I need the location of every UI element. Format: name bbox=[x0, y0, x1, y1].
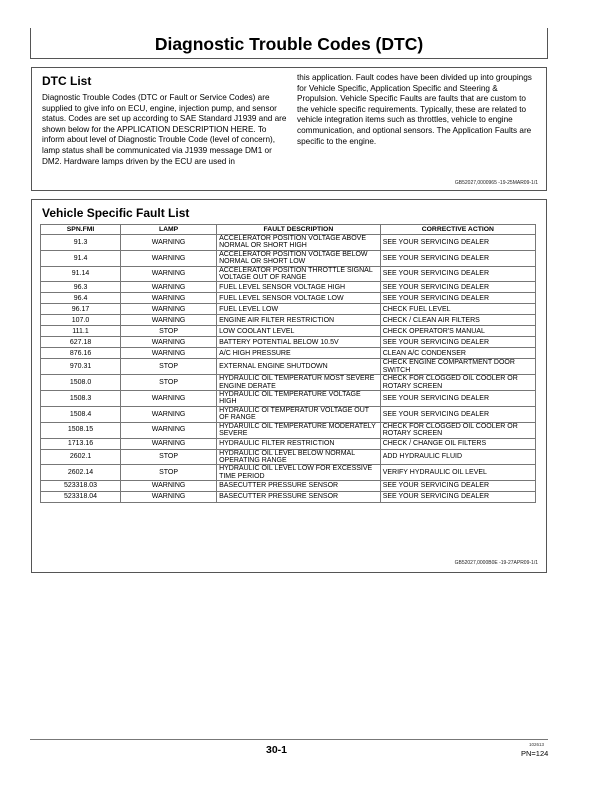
lamp-cell: WARNING bbox=[121, 348, 217, 359]
fault-description-cell: BASECUTTER PRESSURE SENSOR bbox=[217, 481, 381, 492]
spn-fmi-cell: 107.0 bbox=[41, 315, 121, 326]
fault-description-cell: HYDRAULIC OIL LEVEL BELOW NORMAL OPERATING RANGE bbox=[217, 449, 381, 465]
lamp-cell: STOP bbox=[121, 465, 217, 481]
fault-description-cell: FUEL LEVEL SENSOR VOLTAGE LOW bbox=[217, 293, 381, 304]
spn-fmi-cell: 970.31 bbox=[41, 359, 121, 375]
table-row bbox=[41, 266, 536, 282]
corrective-action-cell: CHECK FOR CLOGGED OIL COOLER OR ROTARY SCREEN bbox=[380, 375, 535, 391]
fault-list-reference: GB52027,0000B0E -19-27APR09-1/1 bbox=[454, 560, 538, 566]
table-row bbox=[41, 315, 536, 326]
spn-fmi-cell: 96.3 bbox=[41, 282, 121, 293]
corrective-action-cell: SEE YOUR SERVICING DEALER bbox=[380, 481, 535, 492]
lamp-cell: WARNING bbox=[121, 438, 217, 449]
corrective-action-cell: VERIFY HYDRAULIC OIL LEVEL bbox=[380, 465, 535, 481]
lamp-cell: WARNING bbox=[121, 422, 217, 438]
fault-list-heading: Vehicle Specific Fault List bbox=[42, 206, 190, 220]
title-box bbox=[30, 28, 548, 59]
dtc-list-text-col1: Diagnostic Trouble Codes (DTC or Fault or Service Codes) are supplied to give info on ECU, engine, injection pump, and sensor status. Codes are set up according to SAE Standard J1939 and are shown below for the APPLICATION DESCRIPTION HERE. To inform about level of Diagnostic Trouble Code (level of concern), lamp status shall be communicated via J1939 message DM1 or DM2. Hardware lamps driven by the ECU are used in bbox=[42, 93, 287, 166]
spn-fmi-cell: 1508.3 bbox=[41, 391, 121, 407]
corrective-action-cell: CLEAN A/C CONDENSER bbox=[380, 348, 535, 359]
fault-description-cell: HYDARUILC OIL TEMPERATURE MODERATELY SEVERE bbox=[217, 422, 381, 438]
table-row bbox=[41, 465, 536, 481]
table-row bbox=[41, 348, 536, 359]
page-title: Diagnostic Trouble Codes (DTC) bbox=[154, 34, 424, 54]
table-row bbox=[41, 293, 536, 304]
spn-fmi-cell: 91.4 bbox=[41, 250, 121, 266]
fault-description-cell: ACCELERATOR POSITION VOLTAGE ABOVE NORMAL OR SHORT HIGH bbox=[217, 235, 381, 251]
fault-description-cell: ACCELERATOR POSITION VOLTAGE BELOW NORMAL OR SHORT LOW bbox=[217, 250, 381, 266]
fault-table bbox=[40, 224, 536, 503]
spn-fmi-cell: 1508.15 bbox=[41, 422, 121, 438]
footer-rule bbox=[30, 739, 548, 740]
table-row bbox=[41, 481, 536, 492]
lamp-cell: WARNING bbox=[121, 391, 217, 407]
fault-description-cell: HYDRAULIC OI TEMPERATUR VOLTAGE OUT OF RANGE bbox=[217, 406, 381, 422]
fault-description-cell: LOW COOLANT LEVEL bbox=[217, 326, 381, 337]
col-header-fault-description: FAULT DESCRIPTION bbox=[217, 225, 381, 235]
lamp-cell: WARNING bbox=[121, 406, 217, 422]
spn-fmi-cell: 523318.03 bbox=[41, 481, 121, 492]
lamp-cell: WARNING bbox=[121, 492, 217, 503]
lamp-cell: WARNING bbox=[121, 266, 217, 282]
lamp-cell: WARNING bbox=[121, 293, 217, 304]
part-number: PN=124 bbox=[521, 749, 549, 758]
fault-description-cell: ACCELERATOR POSITION THROTTLE SIGNAL VOLTAGE OUT OF RANGE bbox=[217, 266, 381, 282]
table-row bbox=[41, 326, 536, 337]
dtc-list-heading: DTC List bbox=[42, 74, 92, 88]
fault-table-header bbox=[41, 225, 536, 235]
table-row bbox=[41, 359, 536, 375]
table-row bbox=[41, 492, 536, 503]
fault-description-cell: HYDRAULIC OIL TEMPERATUR MOST SEVERE ENGINE DERATE bbox=[217, 375, 381, 391]
corrective-action-cell: SEE YOUR SERVICING DEALER bbox=[380, 250, 535, 266]
dtc-list-text-col2: this application. Fault codes have been divided up into groupings for Vehicle Specific, Application Specific and Steering & Propulsion. Vehicle Specific Faults are faults that are custom to the vehicle specific requirements. Typically, these are related to vehicle integration items such as throttles, vehicle to engine communication, and optional sensors. The Application Faults are specific to the engine. bbox=[297, 73, 532, 146]
fault-description-cell: ENGINE AIR FILTER RESTRICTION bbox=[217, 315, 381, 326]
page-number: 30-1 bbox=[266, 744, 288, 756]
table-row bbox=[41, 375, 536, 391]
fault-list-section bbox=[31, 199, 547, 573]
lamp-cell: STOP bbox=[121, 326, 217, 337]
table-row bbox=[41, 422, 536, 438]
corrective-action-cell: SEE YOUR SERVICING DEALER bbox=[380, 492, 535, 503]
fault-description-cell: HYDRAULIC FILTER RESTRICTION bbox=[217, 438, 381, 449]
spn-fmi-cell: 96.4 bbox=[41, 293, 121, 304]
spn-fmi-cell: 1508.0 bbox=[41, 375, 121, 391]
fault-description-cell: EXTERNAL ENGINE SHUTDOWN bbox=[217, 359, 381, 375]
table-row bbox=[41, 304, 536, 315]
spn-fmi-cell: 1508.4 bbox=[41, 406, 121, 422]
table-row bbox=[41, 235, 536, 251]
fault-description-cell: HYDRAULIC OIL LEVEL LOW FOR EXCESSIVE TIME PERIOD bbox=[217, 465, 381, 481]
spn-fmi-cell: 523318.04 bbox=[41, 492, 121, 503]
spn-fmi-cell: 1713.16 bbox=[41, 438, 121, 449]
col-header-corrective-action: CORRECTIVE ACTION bbox=[380, 225, 535, 235]
table-row bbox=[41, 282, 536, 293]
spn-fmi-cell: 2602.14 bbox=[41, 465, 121, 481]
lamp-cell: WARNING bbox=[121, 304, 217, 315]
spn-fmi-cell: 96.17 bbox=[41, 304, 121, 315]
corrective-action-cell: SEE YOUR SERVICING DEALER bbox=[380, 293, 535, 304]
table-row bbox=[41, 449, 536, 465]
spn-fmi-cell: 91.14 bbox=[41, 266, 121, 282]
corrective-action-cell: CHECK FOR CLOGGED OIL COOLER OR ROTARY SCREEN bbox=[380, 422, 535, 438]
table-row bbox=[41, 406, 536, 422]
spn-fmi-cell: 627.18 bbox=[41, 337, 121, 348]
lamp-cell: STOP bbox=[121, 359, 217, 375]
dtc-list-section bbox=[31, 67, 547, 191]
fault-description-cell: BATTERY POTENTIAL BELOW 10.5V bbox=[217, 337, 381, 348]
corrective-action-cell: CHECK ENGINE COMPARTMENT DOOR SWITCH bbox=[380, 359, 535, 375]
corrective-action-cell: SEE YOUR SERVICING DEALER bbox=[380, 391, 535, 407]
lamp-cell: WARNING bbox=[121, 282, 217, 293]
col-header-spn-fmi: SPN.FMI bbox=[41, 225, 121, 235]
fault-description-cell: HYDRAULIC OIL TEMPERATURE VOLTAGE HIGH bbox=[217, 391, 381, 407]
fault-description-cell: BASECUTTER PRESSURE SENSOR bbox=[217, 492, 381, 503]
spn-fmi-cell: 91.3 bbox=[41, 235, 121, 251]
corrective-action-cell: SEE YOUR SERVICING DEALER bbox=[380, 235, 535, 251]
lamp-cell: STOP bbox=[121, 375, 217, 391]
table-row bbox=[41, 250, 536, 266]
corrective-action-cell: SEE YOUR SERVICING DEALER bbox=[380, 337, 535, 348]
lamp-cell: WARNING bbox=[121, 315, 217, 326]
lamp-cell: WARNING bbox=[121, 250, 217, 266]
spn-fmi-cell: 111.1 bbox=[41, 326, 121, 337]
corrective-action-cell: SEE YOUR SERVICING DEALER bbox=[380, 406, 535, 422]
corrective-action-cell: SEE YOUR SERVICING DEALER bbox=[380, 266, 535, 282]
table-row bbox=[41, 438, 536, 449]
dtc-list-reference: GB52027,0000965 -19-25MAR09-1/1 bbox=[454, 180, 538, 186]
spn-fmi-cell: 2602.1 bbox=[41, 449, 121, 465]
lamp-cell: STOP bbox=[121, 449, 217, 465]
corrective-action-cell: CHECK OPERATOR'S MANUAL bbox=[380, 326, 535, 337]
fault-description-cell: FUEL LEVEL SENSOR VOLTAGE HIGH bbox=[217, 282, 381, 293]
corrective-action-cell: CHECK / CHANGE OIL FILTERS bbox=[380, 438, 535, 449]
footer-code: 102613 bbox=[529, 742, 545, 747]
fault-description-cell: FUEL LEVEL LOW bbox=[217, 304, 381, 315]
corrective-action-cell: ADD HYDRAULIC FLUID bbox=[380, 449, 535, 465]
lamp-cell: WARNING bbox=[121, 337, 217, 348]
corrective-action-cell: CHECK / CLEAN AIR FILTERS bbox=[380, 315, 535, 326]
table-row bbox=[41, 391, 536, 407]
corrective-action-cell: SEE YOUR SERVICING DEALER bbox=[380, 282, 535, 293]
col-header-lamp: LAMP bbox=[121, 225, 217, 235]
fault-description-cell: A/C HIGH PRESSURE bbox=[217, 348, 381, 359]
lamp-cell: WARNING bbox=[121, 235, 217, 251]
table-row bbox=[41, 337, 536, 348]
lamp-cell: WARNING bbox=[121, 481, 217, 492]
corrective-action-cell: CHECK FUEL LEVEL bbox=[380, 304, 535, 315]
spn-fmi-cell: 876.16 bbox=[41, 348, 121, 359]
